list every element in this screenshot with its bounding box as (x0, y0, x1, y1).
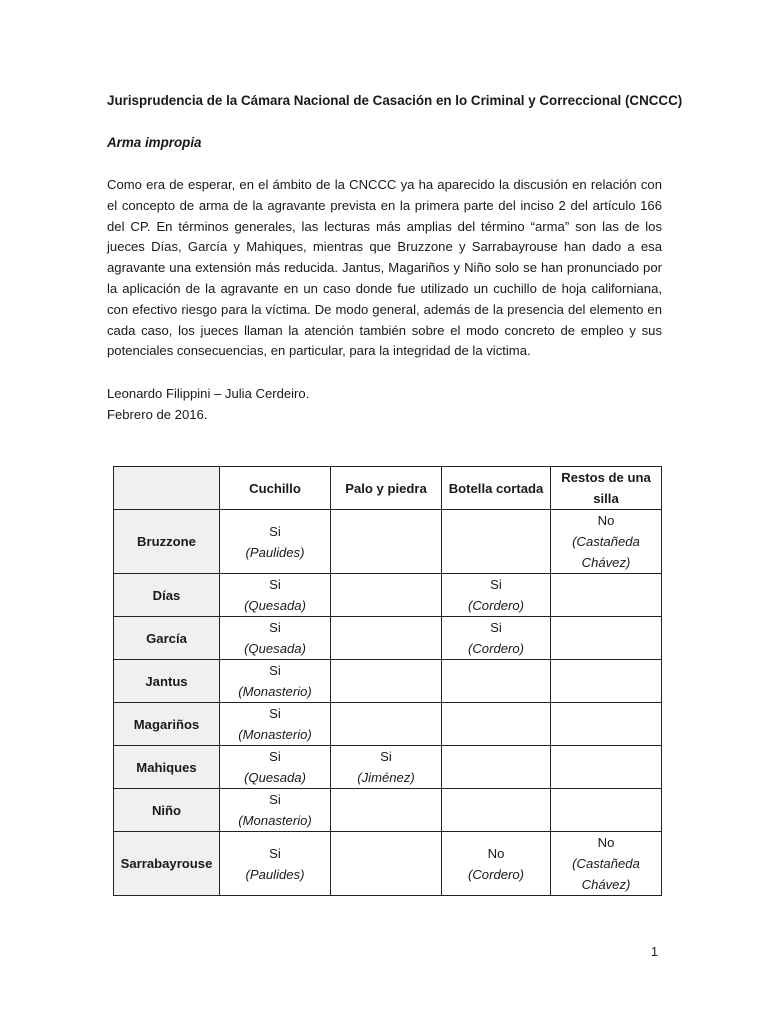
ruling-value: Si (490, 620, 502, 635)
authors-line: Leonardo Filippini – Julia Cerdeiro. (107, 386, 310, 401)
case-name: (Quesada) (244, 770, 306, 785)
table-cell (331, 832, 442, 896)
table-cell (220, 832, 331, 896)
table-cell (442, 832, 551, 896)
table-cell (331, 703, 442, 746)
ruling-value: Si (269, 663, 281, 678)
table-row (114, 510, 662, 574)
case-name: (Jiménez) (357, 770, 415, 785)
table-cell (442, 660, 551, 703)
column-header-palo-y-piedra: Palo y piedra (331, 467, 442, 510)
document-subtitle: Arma impropia (107, 135, 202, 150)
table-row (114, 703, 662, 746)
case-name: (Cordero) (467, 598, 525, 613)
table-cell (551, 789, 662, 832)
table-cell (331, 746, 442, 789)
table-cell (551, 617, 662, 660)
judge-name: Mahiques (114, 746, 220, 789)
table-cell (442, 510, 551, 574)
judge-name: Sarrabayrouse (114, 832, 220, 896)
table-cell (331, 617, 442, 660)
table-cell (220, 703, 331, 746)
case-name: (Cordero) (467, 866, 525, 882)
table-row (114, 832, 662, 896)
table-cell (220, 510, 331, 574)
ruling-value: Si (269, 523, 281, 539)
table-cell (442, 789, 551, 832)
case-name: (Monasterio) (238, 727, 312, 742)
table-cell (220, 660, 331, 703)
table-row (114, 660, 662, 703)
table-cell (551, 703, 662, 746)
table-cell (442, 746, 551, 789)
judge-name: Bruzzone (114, 510, 220, 574)
case-name: (Paulides) (245, 544, 305, 560)
case-name: (Cordero) (467, 641, 525, 656)
case-name: (Castañeda Chávez) (572, 534, 640, 570)
table-cell (331, 789, 442, 832)
column-header-botella-cortada: Botella cortada (442, 467, 551, 510)
judge-name: Jantus (114, 660, 220, 703)
ruling-value: Si (269, 706, 281, 721)
ruling-value: Si (269, 792, 281, 807)
ruling-value: Si (269, 845, 281, 861)
table-cell (220, 789, 331, 832)
ruling-value: Si (380, 749, 392, 764)
table-body (114, 510, 662, 896)
table-cell (551, 660, 662, 703)
ruling-value: No (487, 845, 505, 861)
table-cell (331, 510, 442, 574)
table-cell (331, 574, 442, 617)
table-cell (220, 574, 331, 617)
case-name: (Quesada) (244, 598, 306, 613)
judge-name: García (114, 617, 220, 660)
table-cell (551, 832, 662, 896)
ruling-value: No (597, 513, 615, 528)
table-cell (551, 510, 662, 574)
table-corner-cell (114, 467, 220, 510)
table-cell (551, 746, 662, 789)
column-header-cuchillo: Cuchillo (220, 467, 331, 510)
table-cell (220, 746, 331, 789)
table-row (114, 746, 662, 789)
judge-name: Magariños (114, 703, 220, 746)
ruling-value: Si (269, 749, 281, 764)
table-row (114, 617, 662, 660)
column-header-restos-de-una-silla: Restos de una silla (551, 467, 662, 510)
case-name: (Castañeda Chávez) (572, 856, 640, 892)
table-cell (442, 574, 551, 617)
case-name: (Quesada) (244, 641, 306, 656)
document-title: Jurisprudencia de la Cámara Nacional de Casación en lo Criminal y Correccional (CNCCC) (107, 93, 683, 108)
judge-name: Niño (114, 789, 220, 832)
ruling-value: Si (269, 620, 281, 635)
page-number: 1 (651, 945, 658, 959)
table-cell (331, 660, 442, 703)
table-cell (442, 617, 551, 660)
jurisprudence-table (113, 466, 662, 896)
table-cell (220, 617, 331, 660)
table-cell (551, 574, 662, 617)
table-cell (442, 703, 551, 746)
case-name: (Monasterio) (238, 684, 312, 699)
ruling-value: No (597, 835, 615, 850)
case-name: (Monasterio) (238, 813, 312, 828)
case-name: (Paulides) (245, 866, 305, 882)
table-row (114, 789, 662, 832)
date-line: Febrero de 2016. (107, 407, 208, 422)
table-row (114, 574, 662, 617)
table-header-row (114, 467, 662, 510)
body-paragraph: Como era de esperar, en el ámbito de la CNCCC ya ha aparecido la discusión en relación con el concepto de arma de la agravante prevista en la primera parte del inciso 2 del artículo 166 del CP. En términos generales, las lecturas más amplias del término “arma” son las de los jueces Días, García y Mahiques, mientras que Bruzzone y Sarrabayrouse han dado a esa agravante una extensión más reducida. Jantus, Magariños y Niño solo se han pronunciado por la aplicación de la agravante en un caso donde fue utilizado un cuchillo de hoja californiana, con efectivo riesgo para la víctima. De modo general, además de la presencia del elemento en cada caso, los jueces llaman la atención también sobre el modo concreto de empleo y sus potenciales consecuencias, en particular, para la integridad de la victima. (107, 177, 662, 359)
judge-name: Días (114, 574, 220, 617)
ruling-value: Si (269, 577, 281, 592)
ruling-value: Si (490, 577, 502, 592)
